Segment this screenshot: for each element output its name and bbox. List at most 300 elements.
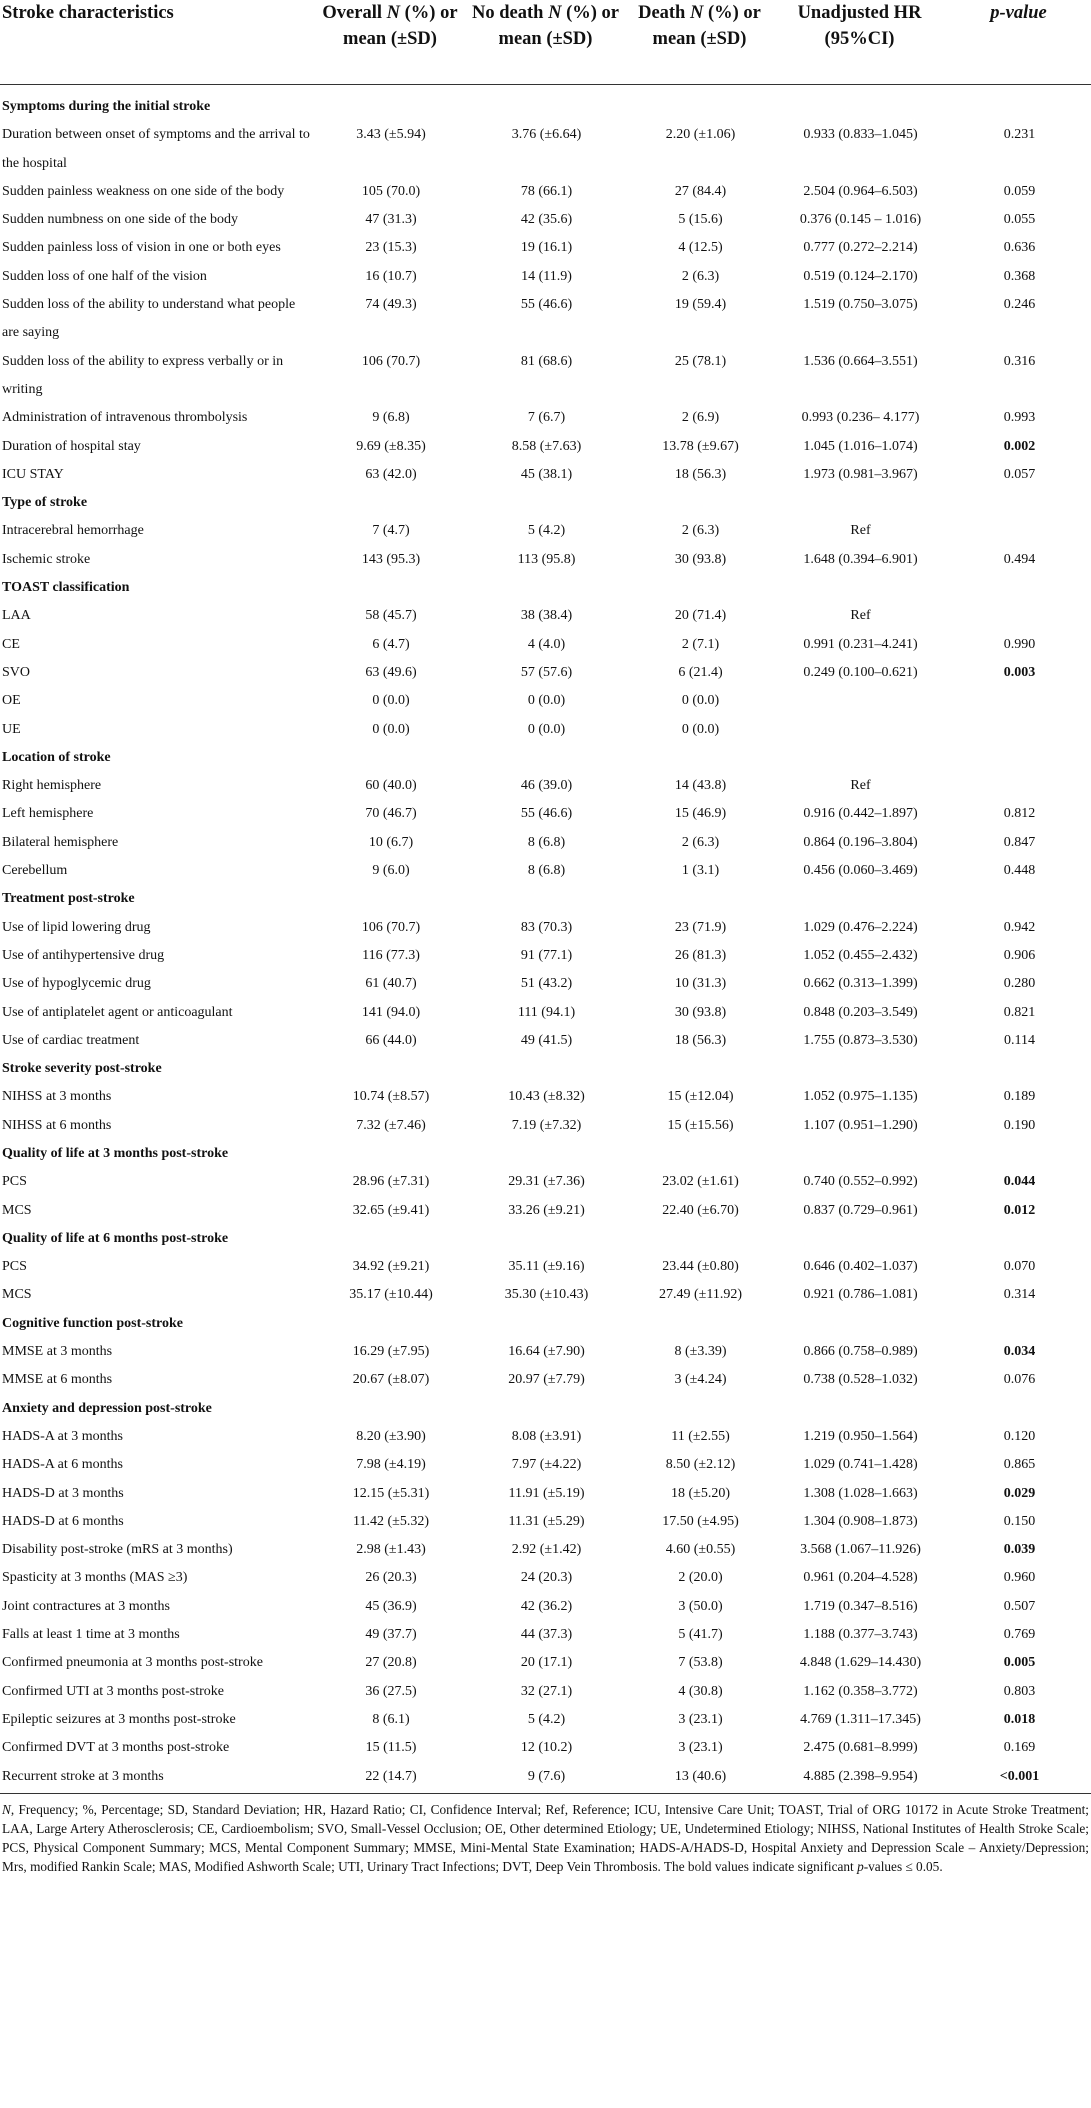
overall-cell: 34.92 (±9.21) bbox=[352, 1259, 430, 1275]
table-row bbox=[0, 1083, 1091, 1111]
p-value-cell: 0.960 bbox=[1003, 1570, 1036, 1586]
section-header-row bbox=[0, 1055, 1091, 1083]
table-row bbox=[0, 1423, 1091, 1451]
table-row bbox=[0, 291, 1091, 348]
overall-cell: 22 (14.7) bbox=[365, 1768, 417, 1784]
p-value-cell: 0.990 bbox=[1003, 636, 1036, 652]
death-cell: 13 (40.6) bbox=[674, 1768, 727, 1784]
death-cell: 19 (59.4) bbox=[674, 297, 727, 313]
row-label: HADS-D at 3 months bbox=[2, 1485, 124, 1501]
table-row bbox=[0, 914, 1091, 942]
death-cell: 30 (93.8) bbox=[674, 1004, 727, 1020]
overall-cell: 63 (49.6) bbox=[365, 664, 417, 680]
p-value-cell: 0.636 bbox=[1003, 240, 1036, 256]
table-header bbox=[0, 0, 1091, 85]
hazard-ratio-cell: 4.769 (1.311–17.345) bbox=[800, 1711, 921, 1727]
no-death-cell: 7 (6.7) bbox=[527, 410, 566, 426]
row-label: Duration between onset of symptoms and the arrival to the hospital bbox=[2, 127, 310, 171]
p-value-cell bbox=[948, 687, 1091, 715]
no-death-cell: 29.31 (±7.36) bbox=[508, 1174, 585, 1190]
no-death-cell: 14 (11.9) bbox=[521, 268, 572, 284]
no-death-cell: 113 (95.8) bbox=[517, 551, 576, 567]
overall-cell: 70 (46.7) bbox=[365, 806, 417, 822]
hazard-ratio-cell: 1.308 (1.028–1.663) bbox=[803, 1485, 918, 1501]
table-row bbox=[0, 999, 1091, 1027]
overall-cell: 49 (37.7) bbox=[365, 1627, 417, 1643]
no-death-cell: 11.31 (±5.29) bbox=[508, 1513, 585, 1529]
table-row bbox=[0, 1649, 1091, 1677]
section-header-row bbox=[0, 885, 1091, 913]
section-header-row bbox=[0, 574, 1091, 602]
section-title: Type of stroke bbox=[2, 495, 88, 511]
death-cell: 2 (20.0) bbox=[678, 1570, 723, 1586]
no-death-cell: 42 (35.6) bbox=[520, 212, 573, 228]
table-row bbox=[0, 433, 1091, 461]
row-label: ICU STAY bbox=[2, 466, 64, 482]
overall-cell: 26 (20.3) bbox=[365, 1570, 417, 1586]
section-title: Quality of life at 6 months post-stroke bbox=[2, 1230, 229, 1246]
death-cell: 3 (50.0) bbox=[678, 1598, 723, 1614]
row-label: Falls at least 1 time at 3 months bbox=[2, 1627, 180, 1643]
row-label: Confirmed UTI at 3 months post-stroke bbox=[2, 1683, 225, 1699]
table-row bbox=[0, 1338, 1091, 1366]
overall-cell: 116 (77.3) bbox=[362, 947, 420, 963]
p-value-cell: 0.034 bbox=[1003, 1344, 1036, 1360]
no-death-cell: 7.97 (±4.22) bbox=[511, 1457, 582, 1473]
hazard-ratio-cell: 1.536 (0.664–3.551) bbox=[803, 353, 918, 369]
table-row bbox=[0, 1112, 1091, 1140]
death-cell: 2 (6.3) bbox=[681, 268, 720, 284]
row-label: Spasticity at 3 months (MAS ≥3) bbox=[2, 1570, 188, 1586]
hazard-ratio-cell: 1.045 (1.016–1.074) bbox=[803, 438, 918, 454]
hazard-ratio-cell: 0.249 (0.100–0.621) bbox=[803, 664, 918, 680]
table-row bbox=[0, 1480, 1091, 1508]
p-value-cell: 0.044 bbox=[1003, 1174, 1036, 1190]
row-label: Intracerebral hemorrhage bbox=[2, 523, 144, 539]
hazard-ratio-cell: 1.973 (0.981–3.967) bbox=[803, 466, 918, 482]
overall-cell: 28.96 (±7.31) bbox=[352, 1174, 430, 1190]
overall-cell: 7.98 (±4.19) bbox=[356, 1457, 426, 1473]
no-death-cell: 81 (68.6) bbox=[520, 353, 573, 369]
no-death-cell: 33.26 (±9.21) bbox=[508, 1202, 585, 1218]
p-value-cell: 0.005 bbox=[1003, 1655, 1036, 1671]
death-cell: 23.44 (±0.80) bbox=[662, 1259, 739, 1275]
overall-cell: 9 (6.0) bbox=[372, 863, 410, 879]
row-label: HADS-D at 6 months bbox=[2, 1513, 124, 1529]
table-row bbox=[0, 800, 1091, 828]
no-death-cell: 4 (4.0) bbox=[527, 636, 566, 652]
spacer-cell bbox=[0, 85, 1091, 94]
no-death-cell: 8.58 (±7.63) bbox=[511, 438, 582, 454]
overall-cell: 6 (4.7) bbox=[372, 636, 410, 652]
no-death-cell: 44 (37.3) bbox=[520, 1627, 573, 1643]
section-title: TOAST classification bbox=[2, 580, 130, 596]
hazard-ratio-cell: 0.848 (0.203–3.549) bbox=[803, 1004, 918, 1020]
death-cell: 3 (±4.24) bbox=[674, 1372, 727, 1388]
overall-cell: 8.20 (±3.90) bbox=[356, 1428, 426, 1444]
hazard-ratio-cell: 0.993 (0.236– 4.177) bbox=[801, 410, 920, 426]
hazard-ratio-cell: 4.885 (2.398–9.954) bbox=[803, 1768, 918, 1784]
overall-cell: 106 (70.7) bbox=[361, 353, 421, 369]
death-cell: 18 (±5.20) bbox=[670, 1485, 730, 1501]
row-label: PCS bbox=[2, 1259, 27, 1275]
hazard-ratio-cell: 1.107 (0.951–1.290) bbox=[803, 1117, 918, 1133]
section-header-row bbox=[0, 1140, 1091, 1168]
death-cell: 13.78 (±9.67) bbox=[662, 438, 739, 454]
overall-cell: 141 (94.0) bbox=[361, 1004, 421, 1020]
no-death-cell: 35.11 (±9.16) bbox=[508, 1259, 585, 1275]
table-row bbox=[0, 461, 1091, 489]
overall-cell: 27 (20.8) bbox=[365, 1655, 417, 1671]
p-value-cell: 0.812 bbox=[1003, 806, 1036, 822]
table-row bbox=[0, 234, 1091, 262]
death-cell: 0 (0.0) bbox=[681, 693, 720, 709]
table-row bbox=[0, 263, 1091, 291]
death-cell: 18 (56.3) bbox=[674, 466, 727, 482]
header-overall: Overall N (%) or mean (±SD) bbox=[317, 0, 465, 85]
table-row bbox=[0, 121, 1091, 178]
p-value-cell: 0.189 bbox=[1003, 1089, 1036, 1105]
hazard-ratio-cell: 0.921 (0.786–1.081) bbox=[803, 1287, 918, 1303]
row-label: Sudden painless loss of vision in one or both eyes bbox=[2, 240, 281, 256]
table-row bbox=[0, 404, 1091, 432]
p-value-cell: 0.169 bbox=[1003, 1740, 1036, 1756]
no-death-cell: 8 (6.8) bbox=[527, 863, 566, 879]
no-death-cell: 8.08 (±3.91) bbox=[511, 1428, 582, 1444]
section-header-row bbox=[0, 489, 1091, 517]
table-row bbox=[0, 1734, 1091, 1762]
overall-cell: 9.69 (±8.35) bbox=[356, 438, 426, 454]
p-value-cell: 0.993 bbox=[1003, 410, 1036, 426]
death-cell: 23.02 (±1.61) bbox=[662, 1174, 739, 1190]
hazard-ratio-cell: 0.961 (0.204–4.528) bbox=[803, 1570, 918, 1586]
p-value-cell: 0.114 bbox=[1004, 1032, 1035, 1048]
header-spacer bbox=[0, 85, 1091, 94]
p-value-cell: 0.070 bbox=[1003, 1259, 1036, 1275]
death-cell: 22.40 (±6.70) bbox=[662, 1202, 739, 1218]
row-label: Bilateral hemisphere bbox=[2, 834, 119, 850]
row-label: Sudden loss of the ability to express verbally or in writing bbox=[2, 353, 284, 397]
hazard-ratio-cell: Ref bbox=[850, 778, 871, 794]
p-value-cell: 0.316 bbox=[1003, 353, 1036, 369]
row-label: Ischemic stroke bbox=[2, 551, 91, 567]
row-label: NIHSS at 3 months bbox=[2, 1089, 112, 1105]
p-value-cell bbox=[948, 716, 1091, 744]
overall-cell: 61 (40.7) bbox=[365, 976, 417, 992]
no-death-cell: 20 (17.1) bbox=[520, 1655, 573, 1671]
table-row bbox=[0, 206, 1091, 234]
row-label: CE bbox=[2, 636, 20, 652]
p-value-cell: 0.059 bbox=[1003, 183, 1036, 199]
row-label: SVO bbox=[2, 664, 31, 680]
no-death-cell: 45 (38.1) bbox=[520, 466, 573, 482]
hazard-ratio-cell: 1.719 (0.347–8.516) bbox=[803, 1598, 918, 1614]
hazard-ratio-cell: 0.991 (0.231–4.241) bbox=[803, 636, 918, 652]
overall-cell: 58 (45.7) bbox=[365, 608, 417, 624]
p-value-cell: 0.507 bbox=[1003, 1598, 1036, 1614]
no-death-cell: 7.19 (±7.32) bbox=[511, 1117, 582, 1133]
row-label: Confirmed pneumonia at 3 months post-stroke bbox=[2, 1655, 263, 1671]
p-value-cell: 0.803 bbox=[1003, 1683, 1036, 1699]
section-header-row bbox=[0, 744, 1091, 772]
no-death-cell: 24 (20.3) bbox=[520, 1570, 573, 1586]
row-label: Use of lipid lowering drug bbox=[2, 919, 151, 935]
overall-cell: 0 (0.0) bbox=[372, 693, 410, 709]
death-cell: 15 (±15.56) bbox=[667, 1117, 734, 1133]
table-row bbox=[0, 517, 1091, 545]
p-value-cell: 0.494 bbox=[1003, 551, 1036, 567]
table-row bbox=[0, 1678, 1091, 1706]
no-death-cell: 11.91 (±5.19) bbox=[508, 1485, 585, 1501]
table-row bbox=[0, 1197, 1091, 1225]
overall-cell: 11.42 (±5.32) bbox=[353, 1513, 429, 1529]
row-label: Use of antihypertensive drug bbox=[2, 947, 165, 963]
table-row bbox=[0, 659, 1091, 687]
header-p-value: p-value bbox=[948, 0, 1091, 85]
p-value-cell: 0.821 bbox=[1003, 1004, 1036, 1020]
p-value-cell: 0.769 bbox=[1003, 1627, 1036, 1643]
row-label: Right hemisphere bbox=[2, 778, 102, 794]
death-cell: 23 (71.9) bbox=[674, 919, 727, 935]
overall-cell: 143 (95.3) bbox=[361, 551, 421, 567]
row-label: LAA bbox=[2, 608, 31, 624]
row-label: Sudden numbness on one side of the body bbox=[2, 212, 239, 228]
overall-cell: 10 (6.7) bbox=[368, 834, 414, 850]
p-value-cell: 0.280 bbox=[1003, 976, 1036, 992]
p-value-cell: 0.018 bbox=[1003, 1711, 1036, 1727]
row-label: Epileptic seizures at 3 months post-stroke bbox=[2, 1711, 236, 1727]
section-title: Anxiety and depression post-stroke bbox=[2, 1400, 212, 1416]
table-row bbox=[0, 716, 1091, 744]
no-death-cell: 5 (4.2) bbox=[527, 1711, 566, 1727]
hazard-ratio-cell: 2.504 (0.964–6.503) bbox=[803, 183, 918, 199]
row-label: PCS bbox=[2, 1174, 27, 1190]
no-death-cell: 8 (6.8) bbox=[527, 834, 566, 850]
death-cell: 26 (81.3) bbox=[674, 947, 727, 963]
row-label: Administration of intravenous thrombolysis bbox=[2, 410, 248, 426]
hazard-ratio-cell: 1.519 (0.750–3.075) bbox=[803, 297, 918, 313]
p-value-cell: 0.448 bbox=[1003, 863, 1036, 879]
overall-cell: 32.65 (±9.41) bbox=[352, 1202, 430, 1218]
table-row bbox=[0, 1706, 1091, 1734]
table-row bbox=[0, 546, 1091, 574]
row-label: Disability post-stroke (mRS at 3 months) bbox=[2, 1542, 233, 1558]
death-cell: 27 (84.4) bbox=[674, 183, 727, 199]
p-value-cell: 0.076 bbox=[1003, 1372, 1036, 1388]
death-cell: 20 (71.4) bbox=[674, 608, 727, 624]
hazard-ratio-cell: 1.052 (0.455–2.432) bbox=[803, 947, 918, 963]
table-row bbox=[0, 1621, 1091, 1649]
death-cell: 10 (31.3) bbox=[674, 976, 727, 992]
overall-cell: 9 (6.8) bbox=[372, 410, 410, 426]
p-value-cell: 0.368 bbox=[1003, 268, 1036, 284]
no-death-cell: 12 (10.2) bbox=[520, 1740, 573, 1756]
row-label: MMSE at 3 months bbox=[2, 1344, 113, 1360]
p-value-cell bbox=[948, 602, 1091, 630]
overall-cell: 45 (36.9) bbox=[365, 1598, 417, 1614]
hazard-ratio-cell: 3.568 (1.067–11.926) bbox=[800, 1542, 921, 1558]
row-label: Sudden loss of the ability to understand what people are saying bbox=[2, 297, 296, 341]
no-death-cell: 42 (36.2) bbox=[520, 1598, 573, 1614]
death-cell: 27.49 (±11.92) bbox=[659, 1287, 742, 1303]
death-cell: 0 (0.0) bbox=[681, 721, 720, 737]
overall-cell: 74 (49.3) bbox=[365, 297, 417, 313]
p-value-cell: 0.057 bbox=[1003, 466, 1036, 482]
death-cell: 25 (78.1) bbox=[674, 353, 727, 369]
no-death-cell: 2.92 (±1.42) bbox=[511, 1542, 582, 1558]
table-row bbox=[0, 829, 1091, 857]
row-label: OE bbox=[2, 693, 21, 709]
table-row bbox=[0, 178, 1091, 206]
death-cell: 2 (6.3) bbox=[681, 523, 720, 539]
death-cell: 3 (23.1) bbox=[678, 1711, 723, 1727]
death-cell: 17.50 (±4.95) bbox=[662, 1513, 739, 1529]
table-row bbox=[0, 1564, 1091, 1592]
header-stroke-characteristics: Stroke characteristics bbox=[0, 0, 317, 85]
death-cell: 4.60 (±0.55) bbox=[665, 1542, 736, 1558]
row-label: MMSE at 6 months bbox=[2, 1372, 113, 1388]
section-title: Cognitive function post-stroke bbox=[2, 1315, 183, 1331]
table-row bbox=[0, 348, 1091, 405]
hazard-ratio-cell: 0.519 (0.124–2.170) bbox=[803, 268, 918, 284]
table-row bbox=[0, 1168, 1091, 1196]
row-label: HADS-A at 3 months bbox=[2, 1428, 123, 1444]
overall-cell: 20.67 (±8.07) bbox=[352, 1372, 430, 1388]
p-value-cell: 0.029 bbox=[1003, 1485, 1036, 1501]
section-header-row bbox=[0, 93, 1091, 121]
overall-cell: 7 (4.7) bbox=[372, 523, 410, 539]
overall-cell: 106 (70.7) bbox=[361, 919, 421, 935]
row-label: Use of cardiac treatment bbox=[2, 1032, 140, 1048]
row-label: HADS-A at 6 months bbox=[2, 1457, 123, 1473]
hazard-ratio-cell: 1.162 (0.358–3.772) bbox=[803, 1683, 918, 1699]
death-cell: 2 (7.1) bbox=[681, 636, 720, 652]
hazard-ratio-cell: 1.648 (0.394–6.901) bbox=[803, 551, 918, 567]
hazard-ratio-cell: 0.376 (0.145 – 1.016) bbox=[799, 212, 922, 228]
table-row bbox=[0, 1253, 1091, 1281]
overall-cell: 66 (44.0) bbox=[365, 1032, 417, 1048]
overall-cell: 35.17 (±10.44) bbox=[349, 1287, 433, 1303]
table-row bbox=[0, 1366, 1091, 1394]
hazard-ratio-cell: 2.475 (0.681–8.999) bbox=[803, 1740, 918, 1756]
p-value-cell: 0.190 bbox=[1003, 1117, 1036, 1133]
row-label: Recurrent stroke at 3 months bbox=[2, 1768, 164, 1784]
overall-cell: 47 (31.3) bbox=[365, 212, 417, 228]
p-value-cell: 0.942 bbox=[1003, 919, 1036, 935]
table-row bbox=[0, 772, 1091, 800]
no-death-cell: 46 (39.0) bbox=[520, 778, 573, 794]
hazard-ratio-cell: 4.848 (1.629–14.430) bbox=[799, 1655, 922, 1671]
no-death-cell: 32 (27.1) bbox=[520, 1683, 573, 1699]
no-death-cell: 55 (46.6) bbox=[520, 806, 573, 822]
hazard-ratio-cell: 0.916 (0.442–1.897) bbox=[803, 806, 918, 822]
overall-cell: 12.15 (±5.31) bbox=[352, 1485, 430, 1501]
section-title: Location of stroke bbox=[2, 749, 111, 765]
header-unadjusted-hr: Unadjusted HR (95%CI) bbox=[773, 0, 948, 85]
table-footnote: N, Frequency; %, Percentage; SD, Standard Deviation; HR, Hazard Ratio; CI, Confidence Interval; Ref, Reference; ICU, Intensive Care Unit; TOAST, Trial of ORG 10172 in Acute Stroke Treatment; LAA, Large Artery Atherosclerosis; CE, Cardioembolism; SVO, Small-Vessel Occlusion; OE, Other determined Etiology; UE, Undetermined Etiology; NIHSS, National Institutes of Health Stroke Scale; PCS, Physical Component Summary; MCS, Mental Component Summary; MMSE, Mini-Mental State Examination; HADS-A/HADS-D, Hospital Anxiety and Depression Scale – Anxiety/Depression; Mrs, modified Rankin Scale; MAS, Modified Ashworth Scale; UTI, Urinary Tract Infections; DVT, Deep Vein Thrombosis. The bold values indicate significant p-values ≤ 0.05. bbox=[0, 1793, 1091, 1877]
hazard-ratio-cell: 1.029 (0.741–1.428) bbox=[803, 1457, 918, 1473]
table-row bbox=[0, 1281, 1091, 1309]
death-cell: 11 (±2.55) bbox=[671, 1428, 730, 1444]
hazard-ratio-cell bbox=[773, 687, 948, 715]
hazard-ratio-cell: 0.738 (0.528–1.032) bbox=[803, 1372, 918, 1388]
p-value-cell bbox=[948, 517, 1091, 545]
row-label: Confirmed DVT at 3 months post-stroke bbox=[2, 1740, 230, 1756]
p-value-cell: 0.012 bbox=[1003, 1202, 1036, 1218]
table-row bbox=[0, 631, 1091, 659]
row-label: Use of hypoglycemic drug bbox=[2, 976, 151, 992]
row-label: Use of antiplatelet agent or anticoagulant bbox=[2, 1004, 233, 1020]
hazard-ratio-cell: 1.219 (0.950–1.564) bbox=[803, 1428, 918, 1444]
death-cell: 6 (21.4) bbox=[678, 664, 723, 680]
death-cell: 3 (23.1) bbox=[678, 1740, 723, 1756]
death-cell: 30 (93.8) bbox=[674, 551, 727, 567]
section-header-row bbox=[0, 1395, 1091, 1423]
row-label: Left hemisphere bbox=[2, 806, 94, 822]
overall-cell: 36 (27.5) bbox=[365, 1683, 417, 1699]
death-cell: 7 (53.8) bbox=[678, 1655, 723, 1671]
section-header-row bbox=[0, 1225, 1091, 1253]
death-cell: 2 (6.3) bbox=[681, 834, 720, 850]
table-row bbox=[0, 970, 1091, 998]
hazard-ratio-cell: 1.029 (0.476–2.224) bbox=[803, 919, 918, 935]
overall-cell: 63 (42.0) bbox=[365, 466, 417, 482]
no-death-cell: 49 (41.5) bbox=[520, 1032, 573, 1048]
p-value-cell: 0.865 bbox=[1003, 1457, 1036, 1473]
table-row bbox=[0, 1508, 1091, 1536]
section-header-row bbox=[0, 1310, 1091, 1338]
overall-cell: 0 (0.0) bbox=[372, 721, 410, 737]
no-death-cell: 51 (43.2) bbox=[520, 976, 573, 992]
table-row bbox=[0, 687, 1091, 715]
death-cell: 15 (±12.04) bbox=[667, 1089, 734, 1105]
section-title: Treatment post-stroke bbox=[2, 891, 135, 907]
p-value-cell: 0.039 bbox=[1003, 1542, 1036, 1558]
hazard-ratio-cell: 0.662 (0.313–1.399) bbox=[803, 976, 918, 992]
no-death-cell: 20.97 (±7.79) bbox=[508, 1372, 585, 1388]
row-label: Sudden painless weakness on one side of the body bbox=[2, 183, 285, 199]
no-death-cell: 5 (4.2) bbox=[527, 523, 566, 539]
table-body bbox=[0, 85, 1091, 1791]
no-death-cell: 35.30 (±10.43) bbox=[504, 1287, 589, 1303]
hazard-ratio-cell: 0.864 (0.196–3.804) bbox=[803, 834, 918, 850]
hazard-ratio-cell: 0.740 (0.552–0.992) bbox=[803, 1174, 918, 1190]
overall-cell: 15 (11.5) bbox=[365, 1740, 417, 1756]
no-death-cell: 55 (46.6) bbox=[520, 297, 573, 313]
no-death-cell: 9 (7.6) bbox=[527, 1768, 566, 1784]
hazard-ratio-cell: 0.456 (0.060–3.469) bbox=[803, 863, 918, 879]
table-row bbox=[0, 602, 1091, 630]
death-cell: 4 (12.5) bbox=[678, 240, 723, 256]
hazard-ratio-cell: Ref bbox=[850, 523, 871, 539]
death-cell: 4 (30.8) bbox=[678, 1683, 723, 1699]
hazard-ratio-cell: 1.755 (0.873–3.530) bbox=[803, 1032, 918, 1048]
hazard-ratio-cell bbox=[773, 716, 948, 744]
p-value-cell: 0.847 bbox=[1003, 834, 1036, 850]
overall-cell: 2.98 (±1.43) bbox=[356, 1542, 426, 1558]
p-value-cell: 0.150 bbox=[1003, 1513, 1036, 1529]
hazard-ratio-cell: 0.646 (0.402–1.037) bbox=[803, 1259, 918, 1275]
table-row bbox=[0, 857, 1091, 885]
section-title: Symptoms during the initial stroke bbox=[2, 99, 211, 114]
death-cell: 8 (±3.39) bbox=[674, 1344, 727, 1360]
death-cell: 18 (56.3) bbox=[674, 1032, 727, 1048]
death-cell: 8.50 (±2.12) bbox=[665, 1457, 736, 1473]
hazard-ratio-cell: Ref bbox=[850, 608, 871, 624]
row-label: MCS bbox=[2, 1202, 32, 1218]
hazard-ratio-cell: 0.777 (0.272–2.214) bbox=[803, 240, 918, 256]
hazard-ratio-cell: 1.304 (0.908–1.873) bbox=[803, 1513, 918, 1529]
